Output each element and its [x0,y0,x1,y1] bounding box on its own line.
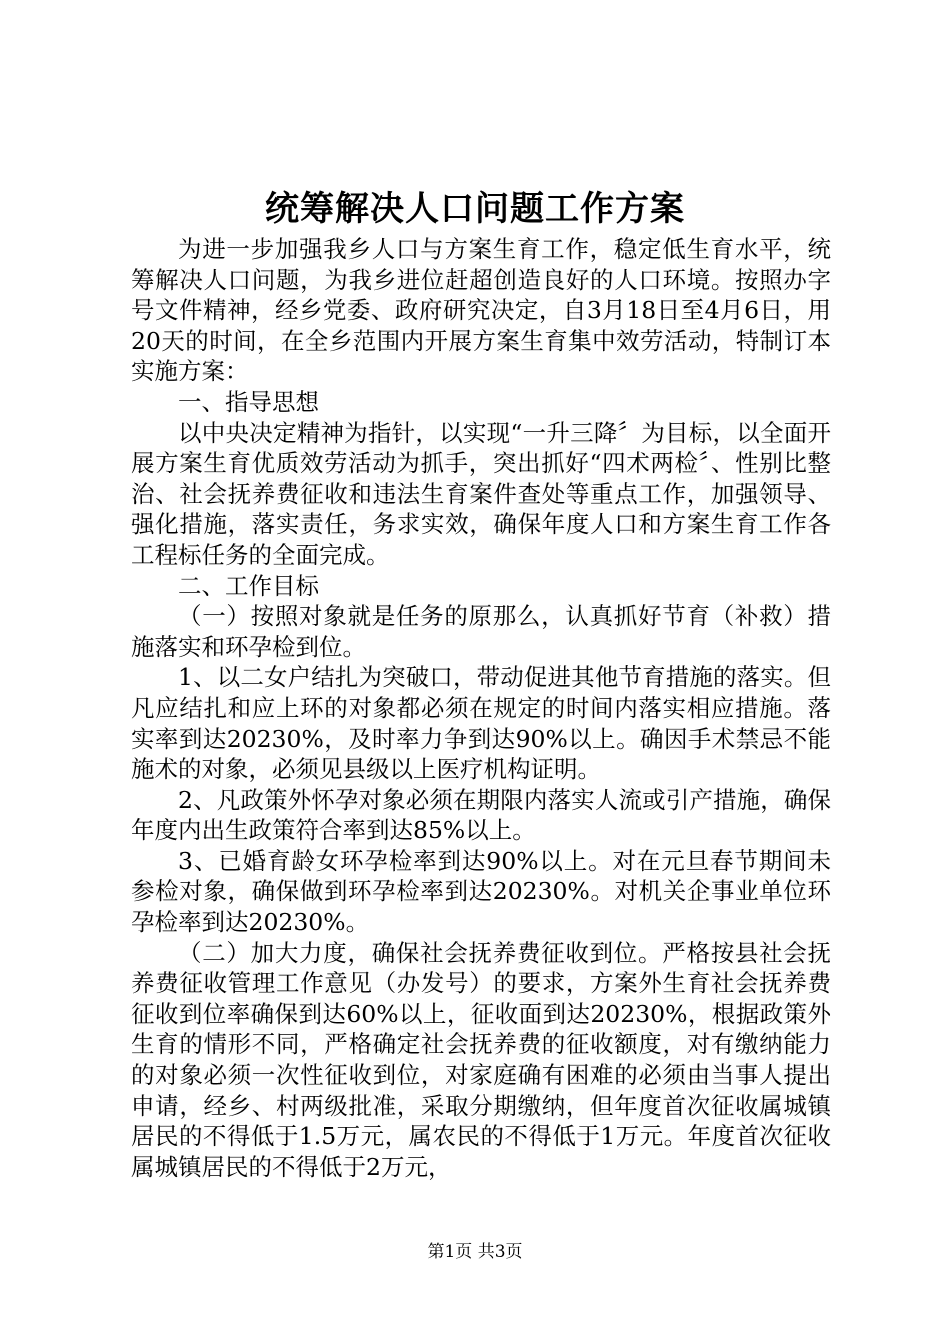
goal-one-paragraph: （一）按照对象就是任务的原那么，认真抓好节育（补救）措施落实和环孕检到位。 [131,602,831,661]
document-title: 统筹解决人口问题工作方案 [265,189,685,229]
section-heading-guiding-thought: 一、指导思想 [178,387,319,416]
goal-item-1-paragraph: 1、以二女户结扎为突破口，带动促进其他节育措施的落实。但凡应结扎和应上环的对象都必须在规定的时间内落实相应措施。落实率到达20230%，及时率力争到达90%以上。确因手术禁忌不能施术的对象，必须见县级以上医疗机构证明。 [131,663,831,784]
goal-item-3-paragraph: 3、已婚育龄女环孕检率到达90%以上。对在元旦春节期间未参检对象，确保做到环孕检率到达20230%。对机关企事业单位环孕检率到达20230%。 [131,846,831,937]
document-body [131,234,831,1182]
goal-two-paragraph: （二）加大力度，确保社会抚养费征收到位。严格按县社会抚养费征收管理工作意见（办发号）的要求，方案外生育社会抚养费征收到位率确保到达60%以上，征收面到达20230%，根据政策外生育的情形不同，严格确定社会抚养费的征收额度，对有缴纳能力的对象必须一次性征收到位，对家庭确有困难的必须由当事人提出申请，经乡、村两级批准，采取分期缴纳，但年度首次征收属城镇居民的不得低于1.5万元，属农民的不得低于1万元。年度首次征收属城镇居民的不得低于2万元， [131,938,831,1181]
intro-paragraph: 为进一步加强我乡人口与方案生育工作，稳定低生育水平，统筹解决人口问题，为我乡进位赶超创造良好的人口环境。按照办字号文件精神，经乡党委、政府研究决定，自3月18日至4月6日，用20天的时间，在全乡范围内开展方案生育集中效劳活动，特制订本实施方案： [131,235,831,386]
page-number-footer: 第1页 共3页 [427,1242,523,1262]
guiding-thought-paragraph: 以中央决定精神为指针，以实现“一升三降〞为目标，以全面开展方案生育优质效劳活动为抓手，突出抓好“四术两检〞、性别比整治、社会抚养费征收和违法生育案件查处等重点工作，加强领导、强化措施，落实责任，务求实效，确保年度人口和方案生育工作各工程标任务的全面完成。 [131,418,831,569]
section-heading-work-goals: 二、工作目标 [178,571,319,600]
goal-item-2-paragraph: 2、凡政策外怀孕对象必须在期限内落实人流或引产措施，确保年度内出生政策符合率到达85%以上。 [131,785,831,845]
